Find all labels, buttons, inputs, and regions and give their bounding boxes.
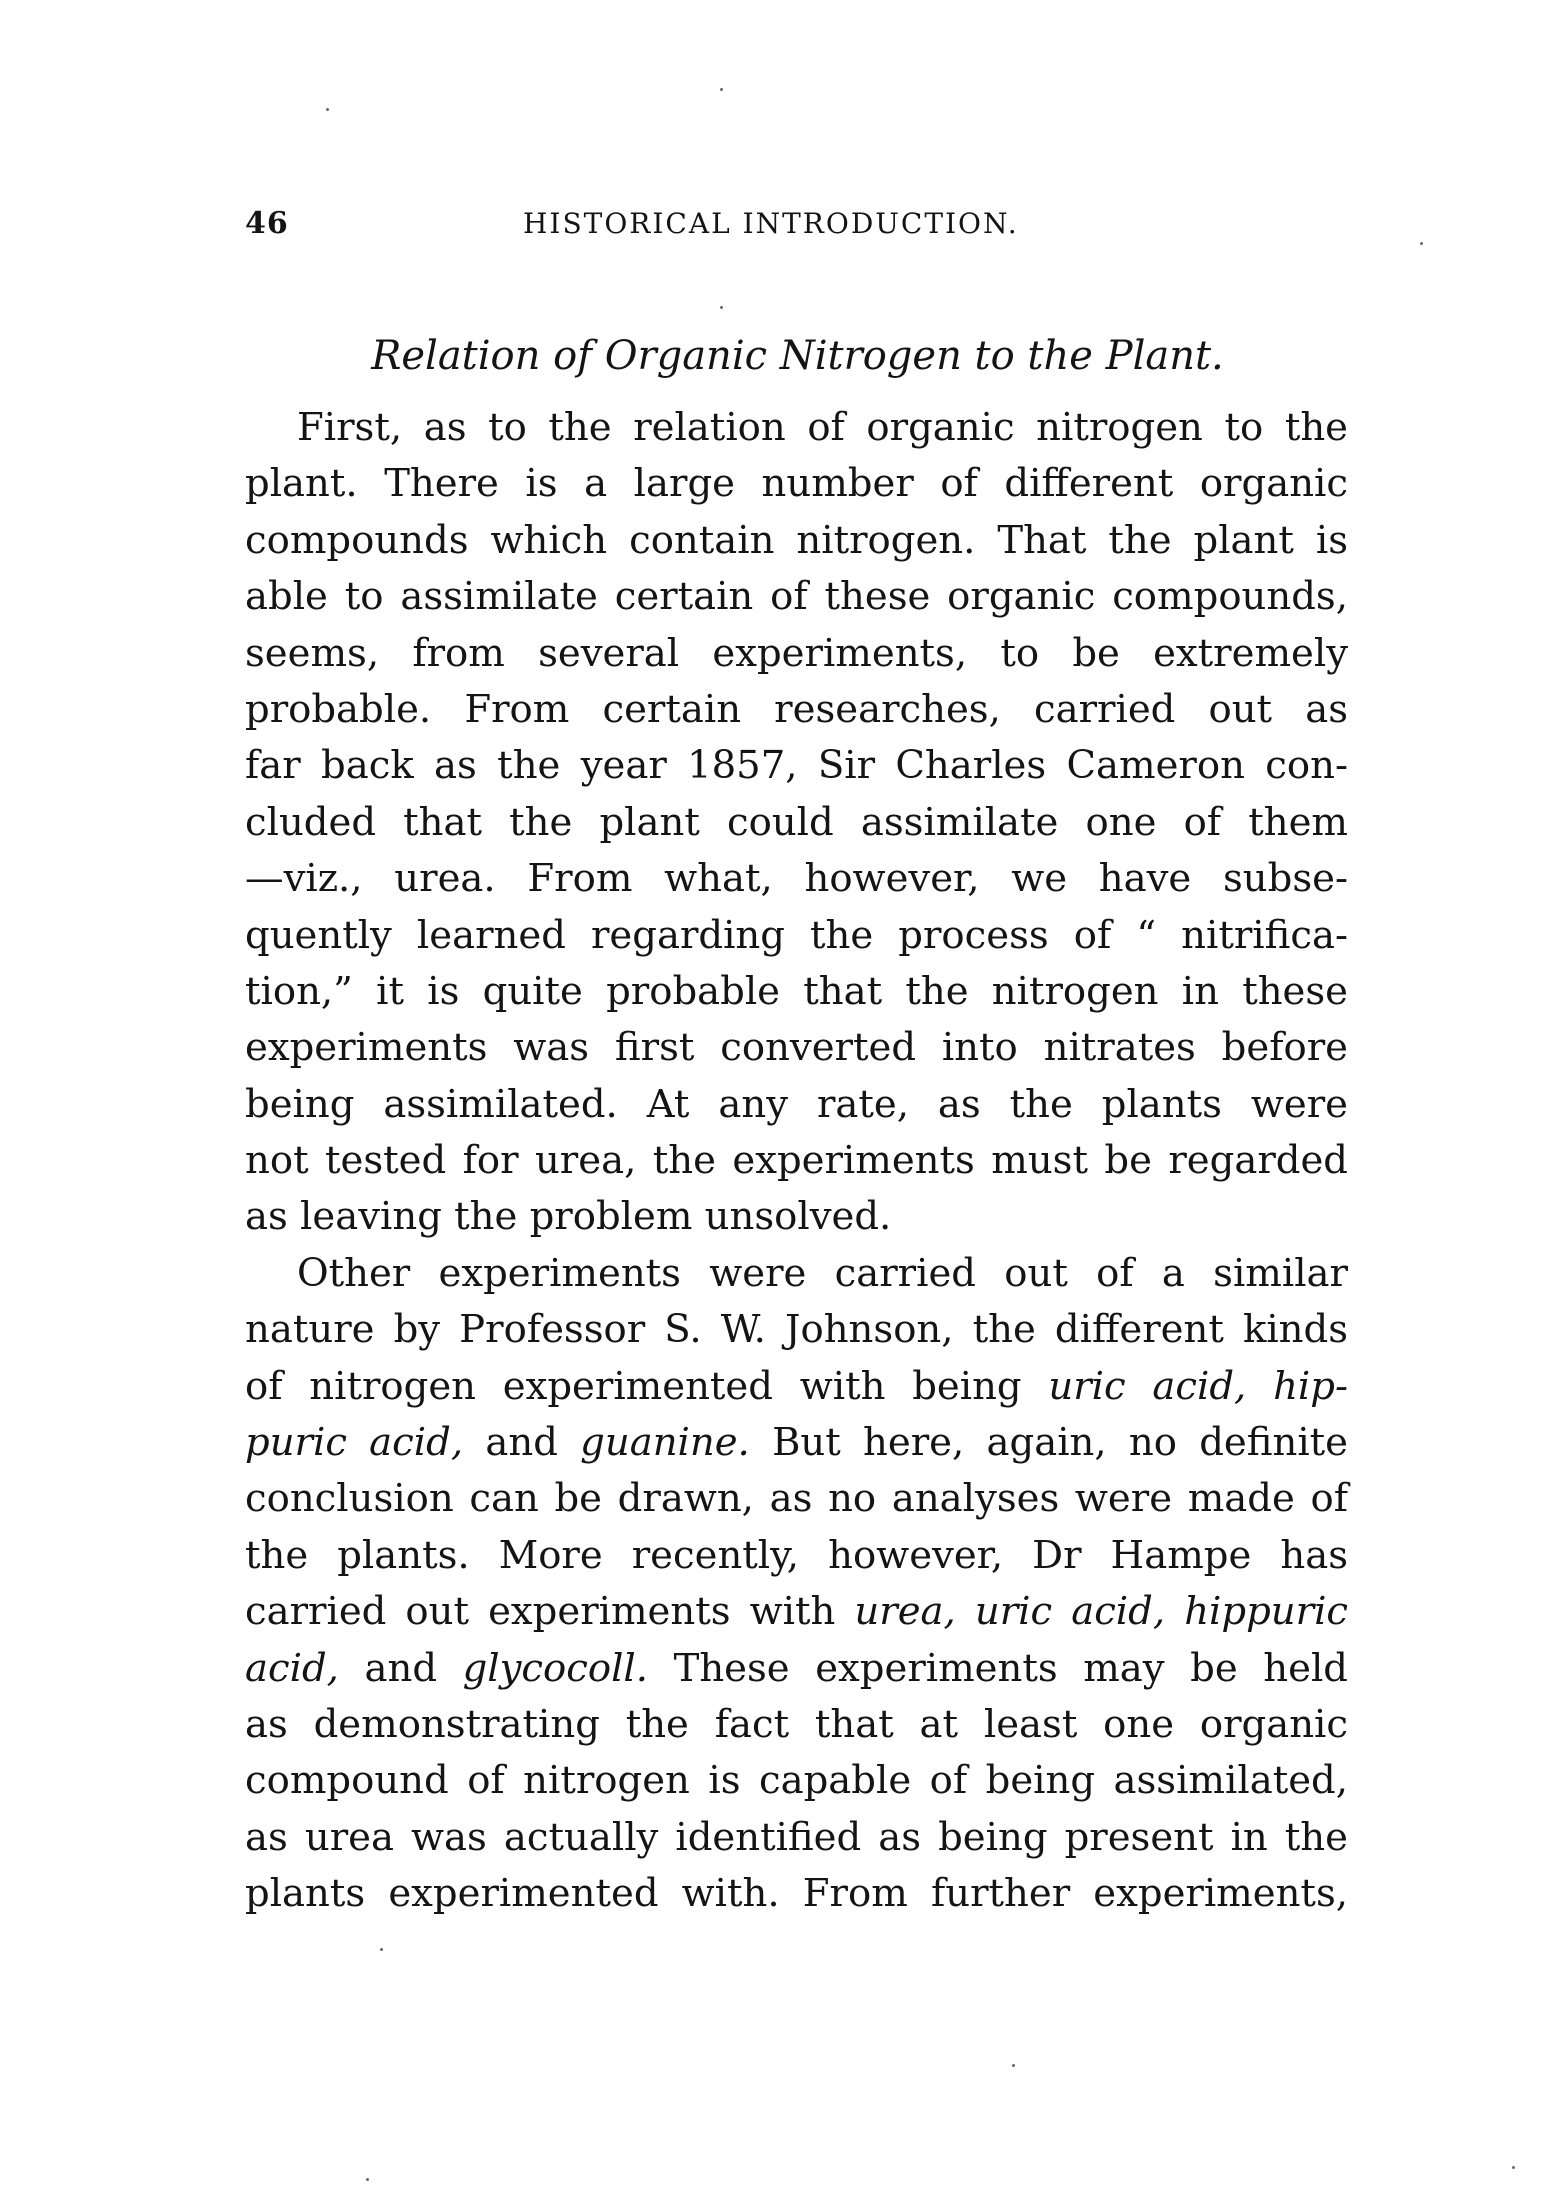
scan-speck: [720, 306, 723, 309]
text-line: puric acid, and guanine. But here, again, no definite: [245, 1420, 1349, 1466]
text-line: far back as the year 1857, Sir Charles Cameron con-: [245, 743, 1348, 789]
text-line: tion,” it is quite probable that the nitrogen in these: [245, 968, 1348, 1014]
text-line: as urea was actually identified as being present in the: [245, 1814, 1348, 1860]
text-line: not tested for urea, the experiments must be regarded: [245, 1138, 1348, 1184]
text-line: able to assimilate certain of these organic compounds,: [245, 574, 1348, 620]
paragraph-2: [245, 1246, 1348, 1923]
text-line: as demonstrating the fact that at least one organic: [245, 1701, 1348, 1747]
section-heading: Relation of Organic Nitrogen to the Plant.: [371, 333, 1224, 379]
text-line: plants experimented with. From further experiments,: [245, 1871, 1348, 1917]
body-text: [245, 400, 1348, 1923]
running-head: [245, 200, 1350, 248]
scan-speck: [1420, 242, 1423, 245]
text-line: First, as to the relation of organic nitrogen to the: [297, 405, 1348, 450]
text-line: carried out experiments with urea, uric acid, hippuric: [245, 1589, 1349, 1635]
text-line: experiments was first converted into nitrates before: [245, 1025, 1348, 1071]
text-line: of nitrogen experimented with being uric acid, hip-: [245, 1363, 1348, 1409]
text-line: probable. From certain researches, carried out as: [245, 686, 1348, 732]
scan-speck: [380, 1948, 383, 1951]
text-line: quently learned regarding the process of “ nitrifica-: [245, 912, 1348, 958]
scan-speck: [1512, 2166, 1515, 2169]
text-line: conclusion can be drawn, as no analyses were made of: [245, 1476, 1348, 1522]
paragraph-1: [245, 400, 1348, 1246]
text-line: compound of nitrogen is capable of being assimilated,: [245, 1758, 1348, 1804]
scan-speck: [720, 88, 723, 91]
text-line: nature by Professor S. W. Johnson, the different kinds: [245, 1307, 1348, 1353]
scan-speck: [1012, 2064, 1015, 2067]
page-number: 46: [245, 206, 289, 241]
text-line: Other experiments were carried out of a similar: [297, 1250, 1348, 1296]
text-line: as leaving the problem unsolved.: [245, 1194, 892, 1240]
text-line: seems, from several experiments, to be extremely: [245, 630, 1348, 676]
text-line: cluded that the plant could assimilate one of them: [245, 799, 1348, 845]
text-line: plant. There is a large number of different organic: [245, 461, 1348, 507]
text-line: acid, and glycocoll. These experiments may be held: [245, 1645, 1348, 1691]
running-title: HISTORICAL INTRODUCTION.: [523, 207, 1019, 240]
text-line: compounds which contain nitrogen. That the plant is: [245, 517, 1348, 563]
text-line: the plants. More recently, however, Dr Hampe has: [245, 1532, 1348, 1578]
scan-speck: [366, 2178, 369, 2181]
text-line: being assimilated. At any rate, as the plants were: [245, 1081, 1348, 1127]
scan-speck: [326, 108, 329, 111]
text-line: —viz., urea. From what, however, we have subse-: [245, 856, 1348, 902]
